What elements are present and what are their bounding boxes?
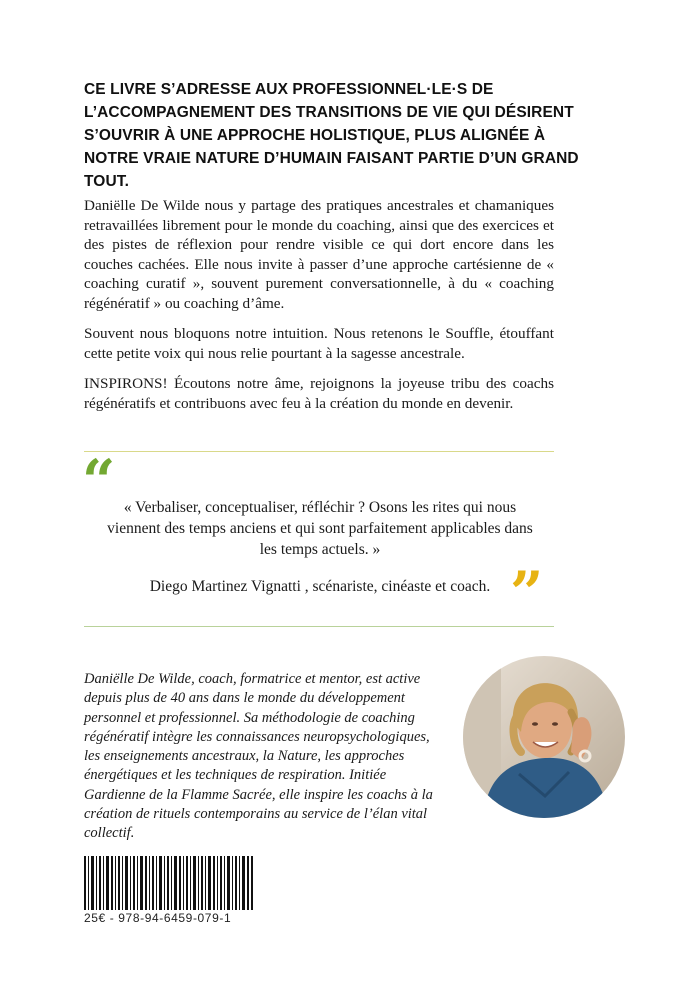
testimonial-attribution: Diego Martinez Vignatti , scénariste, cinéaste et coach. xyxy=(149,578,491,595)
open-quote-icon: “ xyxy=(82,447,116,515)
description-paragraph: Souvent nous bloquons notre intuition. Nous retenons le Souffle, étouffant cette petite voix qui nous relie pourtant à la sagesse ancestrale. xyxy=(84,325,554,362)
testimonial-quote: « Verbaliser, conceptualiser, réfléchir ? Osons les rites qui nous viennent des temps anciens et qui sont parfaitement applicables dans les temps actuels. » xyxy=(107,499,533,558)
quote-top-divider xyxy=(84,451,554,452)
description-paragraph: INSPIRONS! Écoutons notre âme, rejoignons la joyeuse tribu des coachs régénératifs et contribuons avec feu à la création du monde en devenir. xyxy=(84,375,554,412)
close-quote-icon: ” xyxy=(510,559,544,627)
price-isbn: 25€ - 978-94-6459-079-1 xyxy=(84,911,232,925)
author-bio: Daniëlle De Wilde, coach, formatrice et mentor, est active depuis plus de 40 ans dans le monde du développement personnel et professionnel. Sa méthodologie de coaching régénératif intègre les connaissances neuropsychologiques, les enseignements ancestraux, la Nature, les approches énergétiques et les techniques de respiration. Initiée Gardienne de la Flamme Sacrée, elle inspire les coachs à la création de rituels contemporains au service de l’élan vital collectif. xyxy=(84,671,433,842)
back-cover-headline: CE LIVRE S’ADRESSE AUX PROFESSIONNEL·LE·S DE L’ACCOMPAGNEMENT DES TRANSITIONS DE VIE QUI DÉSIRENT S’OUVRIR À UNE APPROCHE HOLISTIQUE, PLUS ALIGNÉE À NOTRE VRAIE NATURE D’HUMAIN FAISANT PARTIE D’UN GRAND TOUT. xyxy=(84,81,579,190)
author-portrait xyxy=(463,656,625,818)
quote-bottom-divider xyxy=(84,626,554,627)
description-paragraph: Daniëlle De Wilde nous y partage des pratiques ancestrales et chamaniques retravaillées librement pour le monde du coaching, ainsi que des exercices et des pistes de réflexion pour rendre visible ce qui dort encore dans les couches cachées. Elle nous invite à passer d’une approche cartésienne de « coaching curatif », souvent purement conversationnelle, à du « coaching régénératif » ou coaching d’âme. xyxy=(84,197,554,312)
barcode xyxy=(84,856,254,910)
description-body xyxy=(84,196,554,424)
